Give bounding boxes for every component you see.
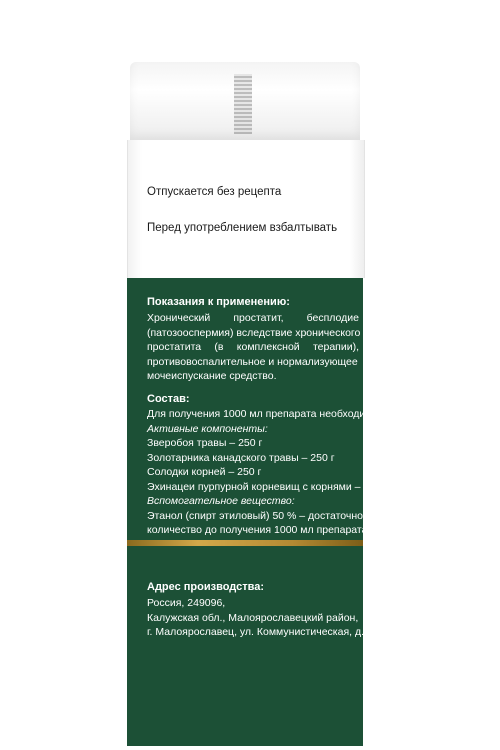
excipient-line: количество до получения 1000 мл препарата. [147, 524, 371, 536]
composition-text [147, 407, 388, 538]
address-line: Калужская обл., Малоярославецкий район, [147, 611, 359, 624]
gold-stripe [127, 540, 363, 546]
otc-notice: Отпускается без рецепта [147, 186, 282, 198]
box-white-section [127, 140, 365, 278]
active-component: Солодки корней – 250 г [147, 466, 262, 478]
printed-code-mark [234, 74, 252, 134]
indications-title: Показания к применению: [147, 296, 290, 308]
shake-notice: Перед употреблением взбалтывать [147, 222, 338, 234]
active-component: Зверобоя травы – 250 г [147, 437, 263, 449]
address-title: Адрес производства: [147, 581, 265, 593]
active-component: Эхинацеи пурпурной корневищ с корнями – 250 г [147, 480, 388, 493]
address-text [147, 596, 381, 640]
indications-line: противовоспалительное и нормализующее [147, 355, 358, 368]
excipient-label: Вспомогательное вещество: [147, 495, 295, 507]
indications-line: простатита (в комплексной терапии), [147, 341, 359, 353]
indications-line: Хронический простатит, бесплодие [147, 312, 359, 324]
composition-intro: Для получения 1000 мл препарата необходимо: [147, 408, 382, 420]
indications-text [147, 311, 359, 384]
excipient-line: Этанол (спирт этиловый) 50 % – достаточное [147, 509, 369, 522]
composition-title: Состав: [147, 393, 190, 405]
active-component: Золотарника канадского травы – 250 г [147, 451, 335, 464]
address-line: г. Малоярославец, ул. Коммунистическая, д.115 [147, 626, 381, 638]
indications-line: (патозооспермия) вследствие хронического [147, 326, 361, 339]
address-line: Россия, 249096, [147, 597, 226, 609]
active-components-label: Активные компоненты: [147, 422, 268, 435]
indications-line: мочеиспускание средство. [147, 370, 277, 382]
